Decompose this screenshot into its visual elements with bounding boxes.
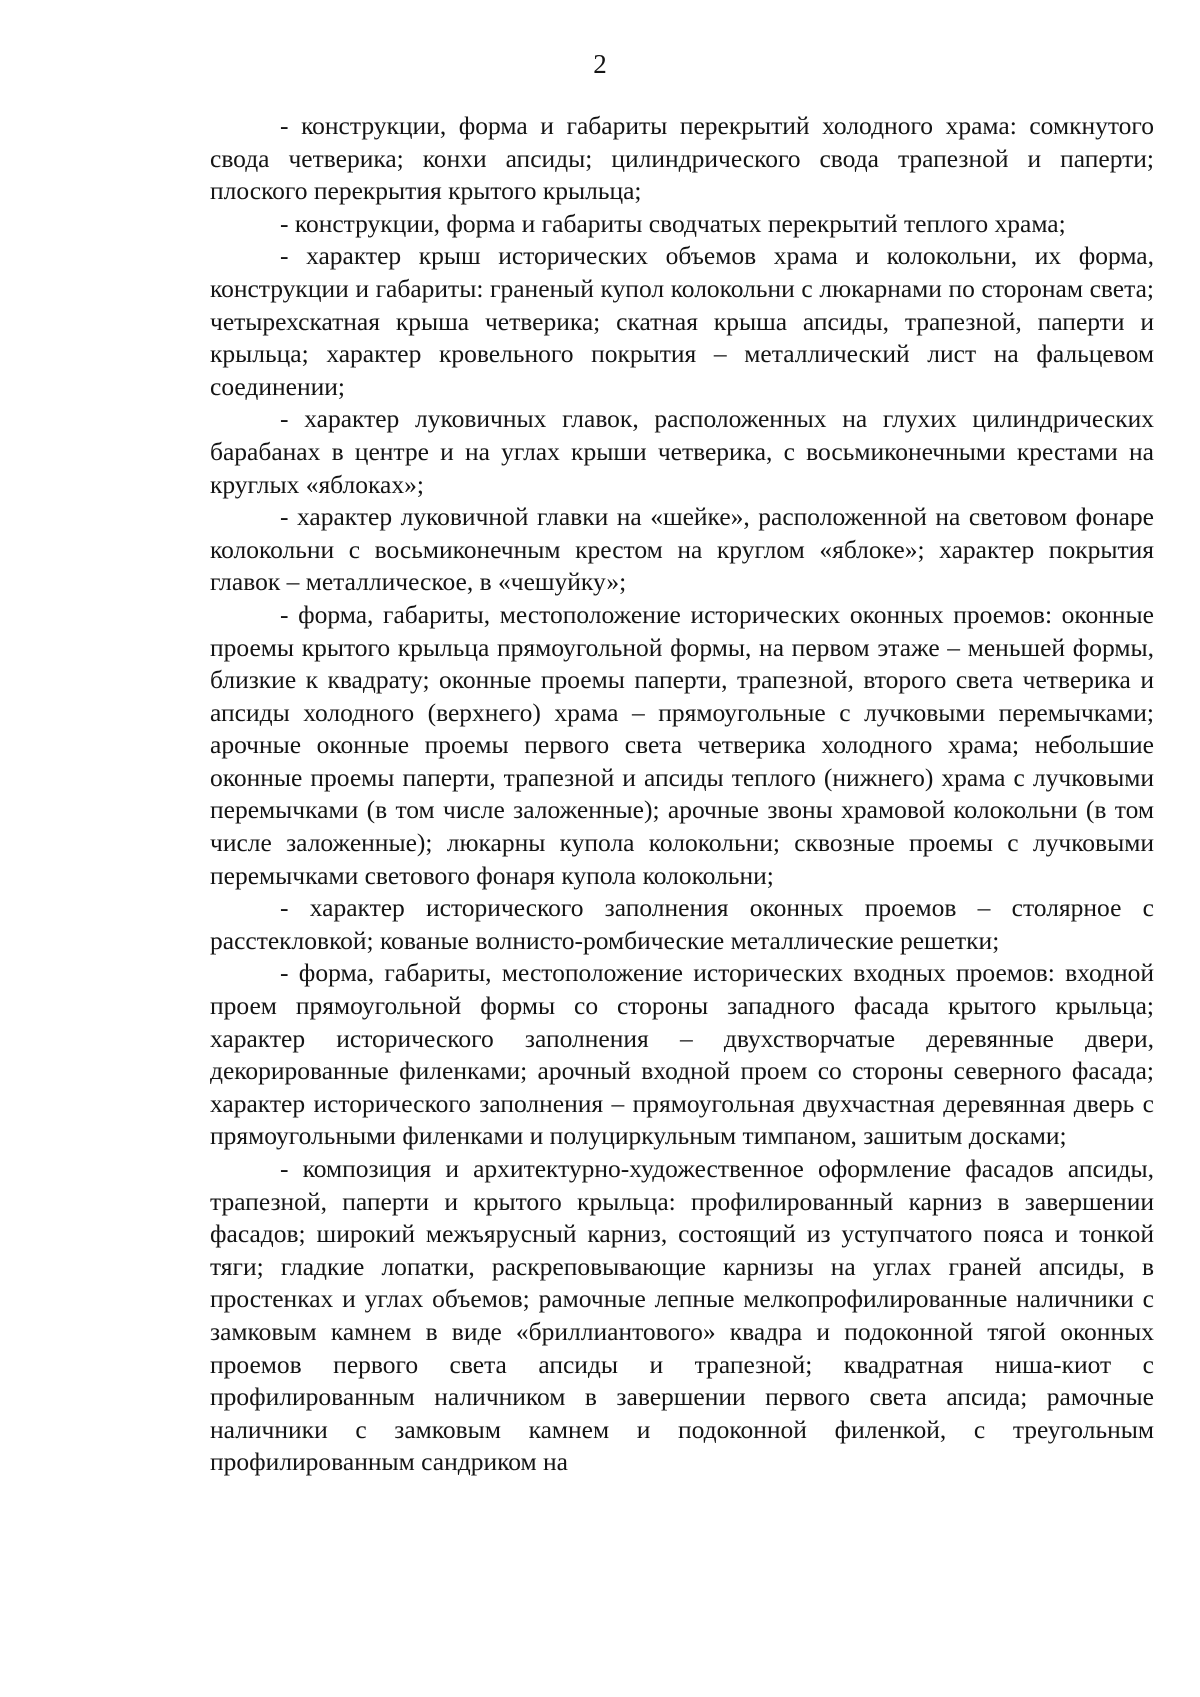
paragraph: - характер луковичной главки на «шейке», расположенной на световом фонаре колокольни с восьмиконечным крестом на круглом «яблоке»; характер покрытия главок – металлическое, в «чешуйку»;: [210, 502, 1154, 597]
paragraph: - характер крыш исторических объемов храма и колокольни, их форма, конструкции и габариты: граненый купол колокольни с люкарнами по сторонам света; четырехскатная крыша четверика; скатная крыша апсиды, трапезной, паперти и крыльца; характер кровельного покрытия – металлический лист на фальцевом соединении;: [210, 241, 1154, 401]
paragraph: - конструкции, форма и габариты сводчатых перекрытий теплого храма;: [280, 208, 1066, 238]
paragraph: - форма, габариты, местоположение исторических входных проемов: входной проем прямоугольной формы со стороны западного фасада крытого крыльца; характер исторического заполнения – двухстворчатые деревянные двери, декорированные филенками; арочный входной проем со стороны северного фасада; характер исторического заполнения – прямоугольная двухчастная деревянная дверь с прямоугольными филенками и полуциркульным тимпаном, зашитым досками;: [210, 958, 1154, 1151]
paragraph: - форма, габариты, местоположение исторических оконных проемов: оконные проемы крытого крыльца прямоугольной формы, на первом этаже – меньшей формы, близкие к квадрату; оконные проемы паперти, трапезной, второго света четверика и апсиды холодного (верхнего) храма – прямоугольные с лучковыми перемычками; арочные оконные проемы первого света четверика холодного храма; небольшие оконные проемы паперти, трапезной и апсиды теплого (нижнего) храма с лучковыми перемычками (в том числе заложенные); арочные звоны храмовой колокольни (в том числе заложенные); люкарны купола колокольни; сквозные проемы с лучковыми перемычками светового фонаря купола колокольни;: [210, 599, 1154, 890]
paragraph: - характер луковичных главок, расположенных на глухих цилиндрических барабанах в центре и на углах крыши четверика, с восьмиконечными крестами на круглых «яблоках»;: [210, 404, 1154, 499]
paragraph: - характер исторического заполнения оконных проемов – столярное с расстекловкой; кованые волнисто-ромбические металлические решетки;: [210, 893, 1154, 955]
paragraph: - конструкции, форма и габариты перекрытий холодного храма: сомкнутого свода четверика; конхи апсиды; цилиндрического свода трапезной и паперти; плоского перекрытия крытого крыльца;: [210, 111, 1154, 206]
page-number: 2: [593, 49, 607, 79]
paragraph: - композиция и архитектурно-художественное оформление фасадов апсиды, трапезной, паперти и крытого крыльца: профилированный карниз в завершении фасадов; широкий межъярусный карниз, состоящий из уступчатого пояса и тонкой тяги; гладкие лопатки, раскреповывающие карнизы на углах граней апсиды, в простенках и углах объемов; рамочные лепные мелкопрофилированные наличники с замковым камнем в виде «бриллиантового» квадра и подоконной тягой оконных проемов первого света апсиды и трапезной; квадратная ниша-киот с профилированным наличником в завершении первого света апсида; рамочные наличники с замковым камнем и подоконной филенкой, с треугольным профилированным сандриком на: [210, 1154, 1154, 1477]
document-body: [210, 110, 1154, 1479]
